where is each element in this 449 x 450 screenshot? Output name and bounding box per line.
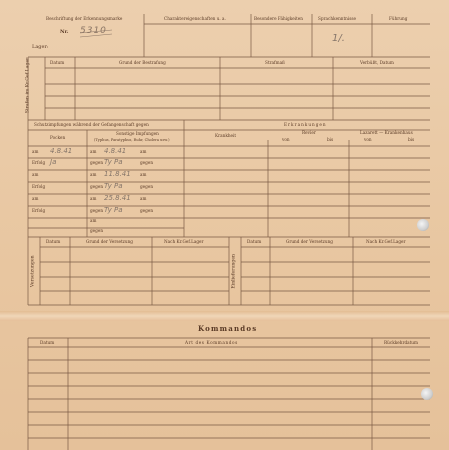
sprachkenntnisse-value: 1/.	[332, 33, 345, 44]
nr-value: 5310	[80, 26, 107, 36]
impf-right-prefix: gegen	[90, 208, 104, 213]
impf-left-value: Ja	[50, 158, 57, 166]
versetzungen-side-label: Versetzungen	[30, 255, 36, 288]
einlieferungen-side-label: Einlieferungen	[231, 254, 237, 289]
faehigkeiten-label: Besondere Fähigkeiten	[254, 16, 303, 21]
revier-label: Revier	[302, 130, 316, 135]
impf-left-prefix: Erfolg	[32, 160, 46, 165]
impf-right-value: Ty Pa	[104, 158, 123, 166]
impf-left-prefix: Erfolg	[32, 184, 46, 189]
impf-left-value: 4.8.41	[50, 147, 73, 155]
impf-right-suffix: gegen	[140, 160, 154, 165]
lazarett-label: Lazarett — Krankenhaus	[360, 130, 413, 135]
strafen-col-datum: Datum	[50, 60, 65, 65]
kommandos-col-art: Art des Kommandos	[185, 340, 238, 345]
versetzungen-col-grund: Grund der Versetzung	[86, 239, 133, 244]
impf-right-prefix: am	[90, 149, 97, 154]
impf-left-prefix: am	[32, 149, 39, 154]
fuehrung-label: Führung	[389, 16, 408, 21]
impf-left-prefix: Erfolg	[32, 208, 46, 213]
lager-label: Lager:	[32, 44, 49, 50]
impf-right-value: Ty Pa	[104, 182, 123, 190]
impf-right-prefix: gegen	[90, 184, 104, 189]
charaktereigenschaften-label: Charaktereigenschaften u. a.	[164, 16, 226, 21]
versetzungen-col-datum: Datum	[46, 239, 61, 244]
page-fold	[0, 311, 449, 321]
impf-right-suffix: am	[140, 172, 147, 177]
revier-von-label: von	[282, 137, 290, 142]
strafen-col-verbuesst: Verbüßt, Datum	[360, 60, 394, 65]
erkrankungen-header: Erkrankungen	[284, 122, 327, 127]
kommandos-col-rueckkehr: Rückkehrdatum	[384, 340, 418, 345]
impf-right-suffix: gegen	[140, 184, 154, 189]
strafen-col-strafmass: Strafmaß	[265, 60, 285, 65]
revier-bis-label: bis	[327, 137, 334, 142]
sonstige-label: Sonstige Impfungen	[116, 131, 159, 136]
einlieferungen-col-nach: Nach Kr.Gef.Lager	[366, 239, 406, 244]
impf-right-prefix: am	[90, 196, 97, 201]
impf-right-value: 4.8.41	[104, 147, 127, 155]
einlieferungen-col-datum: Datum	[247, 239, 262, 244]
impfungen-header: Schutzimpfungen während der Gefangenschaft gegen	[34, 122, 149, 127]
impf-right-prefix: gegen	[90, 228, 104, 233]
impf-right-value: 11.8.41	[104, 170, 131, 178]
pocken-label: Pocken	[50, 135, 66, 140]
lazarett-von-label: von	[364, 137, 372, 142]
impf-right-suffix: am	[140, 149, 147, 154]
punch-hole-top	[417, 219, 429, 231]
impf-right-value: Ty Pa	[104, 206, 123, 214]
impf-right-value: 25.8.41	[104, 194, 131, 202]
versetzungen-col-nach: Nach Kr.Gef.Lager	[164, 239, 204, 244]
impf-right-suffix: gegen	[140, 208, 154, 213]
impf-right-prefix: gegen	[90, 160, 104, 165]
impf-left-prefix: am	[32, 172, 39, 177]
einlieferungen-col-grund: Grund der Versetzung	[286, 239, 333, 244]
strafen-col-grund: Grund der Bestrafung	[119, 60, 166, 65]
strafen-side-label: Strafen im Kr.Gef.Lager	[25, 57, 31, 114]
krankheit-label: Krankheit	[215, 133, 237, 138]
sprachkenntnisse-label: Sprachkenntnisse	[318, 16, 356, 21]
punch-hole-bottom	[421, 388, 433, 400]
sonstige-sub: (Typhus, Paratyphus, Ruhr, Cholera usw.)	[94, 138, 170, 142]
kommandos-col-datum: Datum	[40, 340, 55, 345]
lazarett-bis-label: bis	[408, 137, 415, 142]
nr-label: Nr.	[60, 29, 69, 35]
kommandos-title: Kommandos	[198, 324, 258, 333]
impf-left-prefix: am	[32, 196, 39, 201]
impf-right-prefix: am	[90, 218, 97, 223]
erkennungsmarke-label: Beschriftung der Erkennungsmarke	[46, 16, 123, 21]
impf-right-prefix: am	[90, 172, 97, 177]
impf-right-suffix: am	[140, 196, 147, 201]
